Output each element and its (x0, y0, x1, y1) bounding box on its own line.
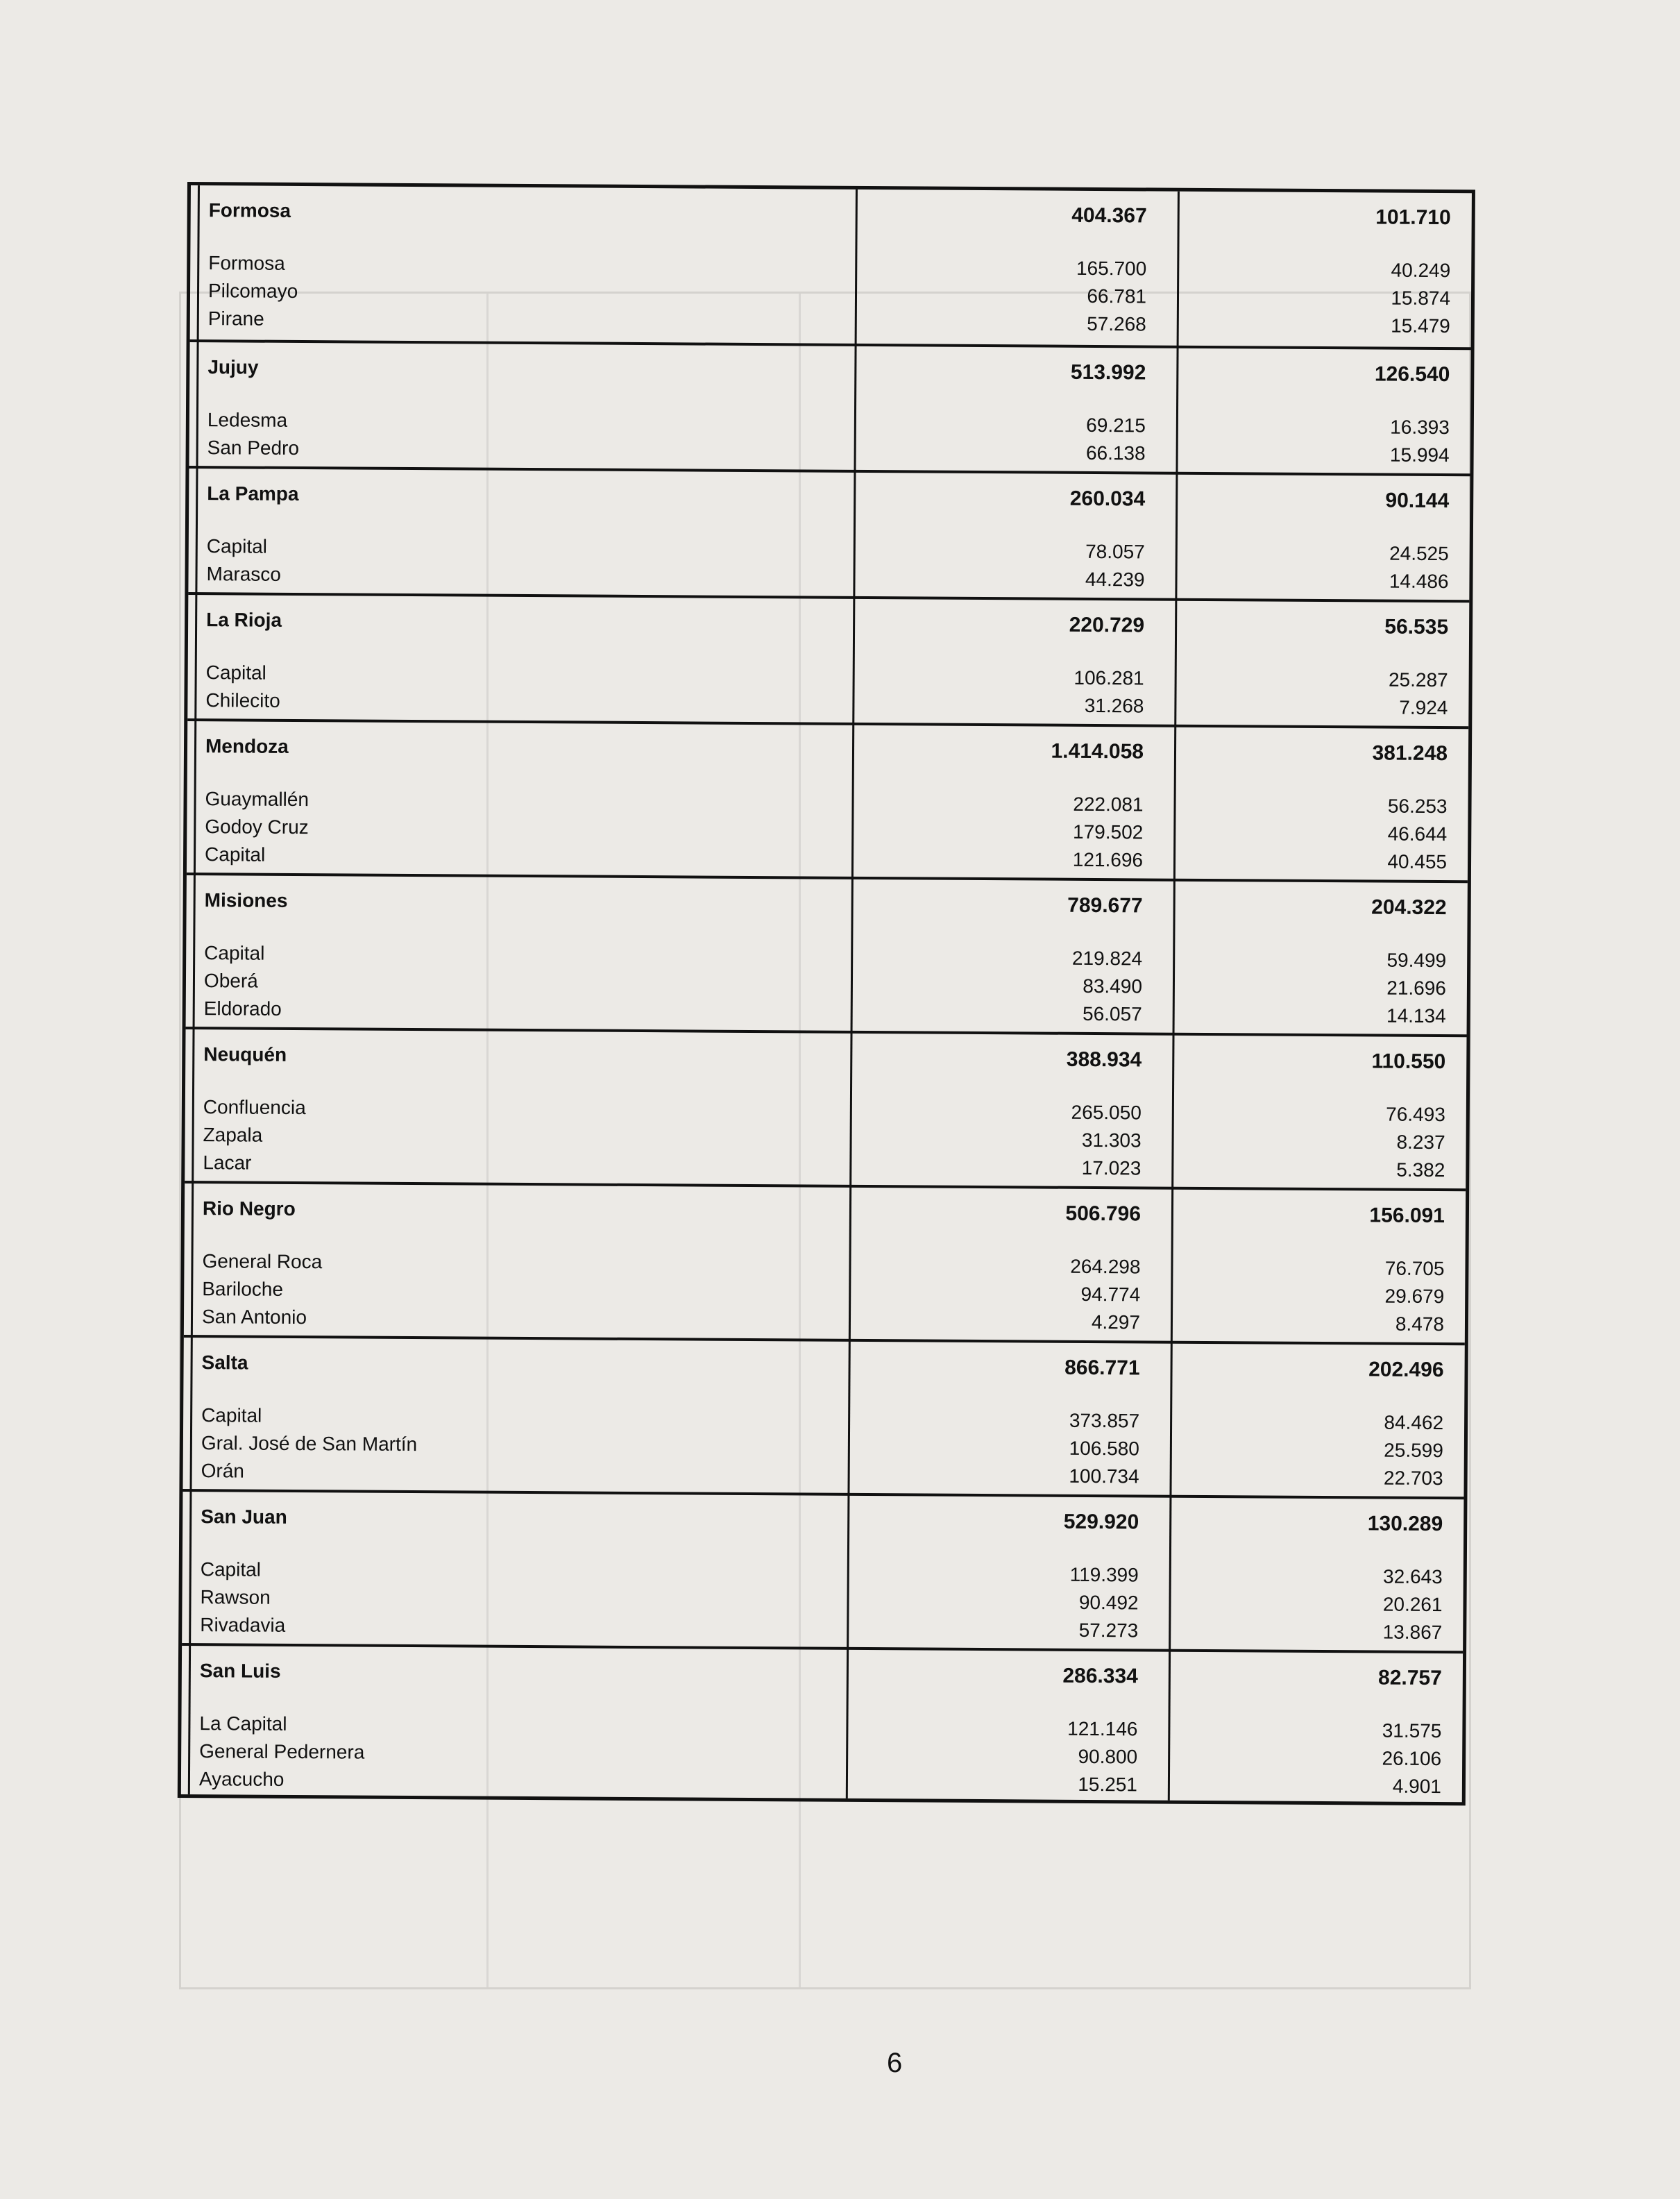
province-row (189, 353, 1470, 389)
department-urban-value: 76.705 (1384, 1257, 1445, 1280)
province-name: San Juan (201, 1506, 287, 1528)
department-name: Capital (200, 1558, 262, 1581)
province-name: La Pampa (207, 482, 299, 505)
department-name: Ledesma (207, 409, 288, 431)
department-population: 264.298 (1070, 1255, 1141, 1278)
province-population: 286.334 (1062, 1664, 1138, 1688)
province-urban-value: 82.757 (1378, 1666, 1442, 1690)
department-urban-value: 84.462 (1384, 1411, 1444, 1434)
department-name: Capital (204, 843, 266, 866)
province-row (188, 606, 1469, 641)
department-urban-value: 7.924 (1399, 696, 1448, 719)
province-row (191, 196, 1472, 232)
department-urban-value: 15.874 (1391, 287, 1451, 310)
department-name: Zapala (203, 1124, 263, 1146)
department-population: 69.215 (1086, 414, 1146, 437)
department-urban-value: 40.249 (1391, 259, 1451, 282)
province-group (181, 1643, 1463, 1805)
department-name: Oberá (203, 970, 258, 992)
province-population: 529.920 (1063, 1510, 1139, 1534)
province-urban-value: 204.322 (1371, 895, 1447, 920)
department-name: Capital (205, 662, 266, 684)
department-population: 222.081 (1073, 793, 1144, 816)
department-urban-value: 22.703 (1383, 1467, 1443, 1490)
department-population: 31.268 (1084, 694, 1144, 717)
department-population: 44.239 (1085, 568, 1145, 591)
province-row (187, 886, 1468, 922)
department-population: 31.303 (1081, 1129, 1142, 1152)
province-urban-value: 130.289 (1367, 1512, 1443, 1536)
department-population: 66.138 (1085, 441, 1146, 464)
department-population: 56.057 (1082, 1002, 1142, 1025)
province-population: 388.934 (1066, 1047, 1142, 1072)
province-urban-value: 56.535 (1384, 615, 1449, 639)
department-name: Bariloche (202, 1278, 284, 1300)
province-name: Jujuy (207, 356, 259, 378)
province-group (189, 339, 1471, 473)
department-urban-value: 59.499 (1386, 949, 1447, 972)
department-population: 66.781 (1087, 285, 1147, 307)
province-name: Salta (201, 1351, 248, 1374)
department-name: San Pedro (207, 437, 300, 459)
province-population: 866.771 (1064, 1356, 1140, 1380)
department-population: 90.492 (1078, 1591, 1139, 1614)
department-urban-value: 13.867 (1382, 1621, 1443, 1644)
department-population: 106.281 (1074, 666, 1144, 689)
province-name: San Luis (199, 1660, 281, 1682)
department-urban-value: 24.525 (1389, 542, 1449, 565)
department-name: Godoy Cruz (205, 816, 309, 839)
department-name: Orán (201, 1460, 245, 1482)
department-name: Capital (201, 1404, 262, 1426)
province-name: La Rioja (206, 609, 282, 631)
province-urban-value: 156.091 (1369, 1204, 1445, 1228)
department-name: San Antonio (201, 1306, 307, 1329)
province-name: Mendoza (205, 735, 289, 757)
department-population: 90.800 (1078, 1745, 1138, 1768)
department-name: Marasco (206, 563, 282, 585)
department-urban-value: 20.261 (1382, 1593, 1443, 1616)
department-population: 57.268 (1087, 312, 1146, 335)
department-urban-value: 21.696 (1386, 977, 1447, 1000)
province-row (185, 1195, 1466, 1230)
department-population: 4.297 (1091, 1311, 1141, 1333)
province-urban-value: 110.550 (1371, 1050, 1446, 1074)
department-name: Capital (204, 942, 265, 964)
department-urban-value: 8.478 (1395, 1313, 1445, 1336)
department-name: Confluencia (203, 1096, 306, 1119)
province-row (187, 732, 1468, 768)
province-group (184, 1181, 1466, 1342)
department-name: Pirane (207, 307, 264, 330)
province-row (183, 1349, 1464, 1384)
department-urban-value: 4.901 (1392, 1775, 1442, 1798)
department-name: Ayacucho (198, 1768, 285, 1790)
province-population: 506.796 (1065, 1202, 1142, 1226)
province-population: 1.414.058 (1051, 739, 1144, 764)
department-population: 94.774 (1080, 1283, 1141, 1306)
department-population: 78.057 (1085, 540, 1145, 563)
department-name: Capital (206, 535, 268, 557)
province-row (189, 480, 1470, 515)
department-urban-value: 16.393 (1390, 416, 1450, 439)
province-population: 789.677 (1067, 893, 1143, 918)
province-urban-value: 90.144 (1385, 489, 1450, 513)
province-group (182, 1489, 1463, 1651)
department-urban-value: 15.994 (1389, 444, 1450, 466)
province-urban-value: 126.540 (1374, 362, 1450, 387)
province-row (185, 1040, 1466, 1076)
department-urban-value: 32.643 (1383, 1565, 1443, 1588)
province-group (188, 466, 1470, 600)
department-urban-value: 56.253 (1387, 795, 1448, 818)
department-population: 57.273 (1078, 1619, 1139, 1642)
province-name: Neuquén (203, 1043, 287, 1065)
department-population: 17.023 (1081, 1156, 1142, 1179)
province-population: 513.992 (1070, 360, 1146, 385)
province-urban-value: 381.248 (1372, 741, 1448, 766)
department-name: Chilecito (205, 689, 280, 711)
department-urban-value: 15.479 (1391, 314, 1450, 337)
department-name: Lacar (203, 1152, 252, 1174)
province-group (186, 873, 1468, 1034)
province-row (182, 1657, 1463, 1692)
department-urban-value: 29.679 (1384, 1285, 1445, 1308)
province-urban-value: 202.496 (1368, 1358, 1444, 1382)
department-population: 121.146 (1067, 1717, 1138, 1740)
province-group (190, 185, 1472, 347)
department-population: 165.700 (1076, 257, 1147, 280)
province-group (183, 1335, 1464, 1497)
department-population: 265.050 (1071, 1101, 1142, 1124)
department-population: 219.824 (1071, 947, 1143, 970)
department-urban-value: 5.382 (1396, 1159, 1445, 1181)
department-population: 119.399 (1069, 1563, 1139, 1586)
province-urban-value: 101.710 (1375, 205, 1451, 230)
province-name: Rio Negro (202, 1197, 296, 1220)
province-group (185, 1027, 1466, 1188)
department-population: 83.490 (1083, 975, 1143, 997)
department-name: Pilcomayo (207, 280, 298, 302)
province-population: 260.034 (1069, 487, 1146, 511)
department-urban-value: 14.134 (1386, 1004, 1446, 1027)
province-name: Formosa (208, 199, 291, 221)
department-urban-value: 31.575 (1382, 1719, 1442, 1742)
department-population: 100.734 (1069, 1465, 1139, 1488)
department-name: Gral. José de San Martín (201, 1432, 418, 1456)
province-name: Misiones (204, 889, 288, 911)
department-urban-value: 40.455 (1387, 850, 1448, 873)
province-population: 220.729 (1069, 613, 1145, 637)
department-urban-value: 14.486 (1389, 570, 1449, 593)
department-urban-value: 46.644 (1387, 823, 1448, 845)
department-name: General Pedernera (199, 1740, 365, 1763)
department-urban-value: 25.599 (1384, 1439, 1443, 1462)
department-urban-value: 8.237 (1396, 1131, 1445, 1154)
department-name: General Roca (202, 1250, 323, 1273)
department-name: Rawson (200, 1586, 271, 1608)
department-name: Formosa (208, 252, 285, 274)
department-population: 121.696 (1072, 848, 1144, 871)
department-urban-value: 76.493 (1386, 1103, 1445, 1126)
department-population: 15.251 (1078, 1773, 1138, 1796)
department-name: Rivadavia (200, 1614, 286, 1636)
department-population: 373.857 (1069, 1409, 1140, 1432)
province-population: 404.367 (1071, 203, 1147, 228)
department-population: 106.580 (1069, 1437, 1139, 1460)
department-name: La Capital (199, 1712, 287, 1735)
population-table (178, 182, 1475, 1805)
province-row (183, 1503, 1463, 1538)
department-population: 179.502 (1072, 820, 1144, 843)
department-urban-value: 26.106 (1382, 1747, 1442, 1770)
department-name: Guaymallén (205, 788, 309, 811)
page-number: 6 (887, 2048, 903, 2078)
department-name: Eldorado (203, 997, 282, 1020)
province-group (187, 592, 1469, 726)
department-urban-value: 25.287 (1388, 668, 1448, 691)
province-group (187, 718, 1468, 880)
